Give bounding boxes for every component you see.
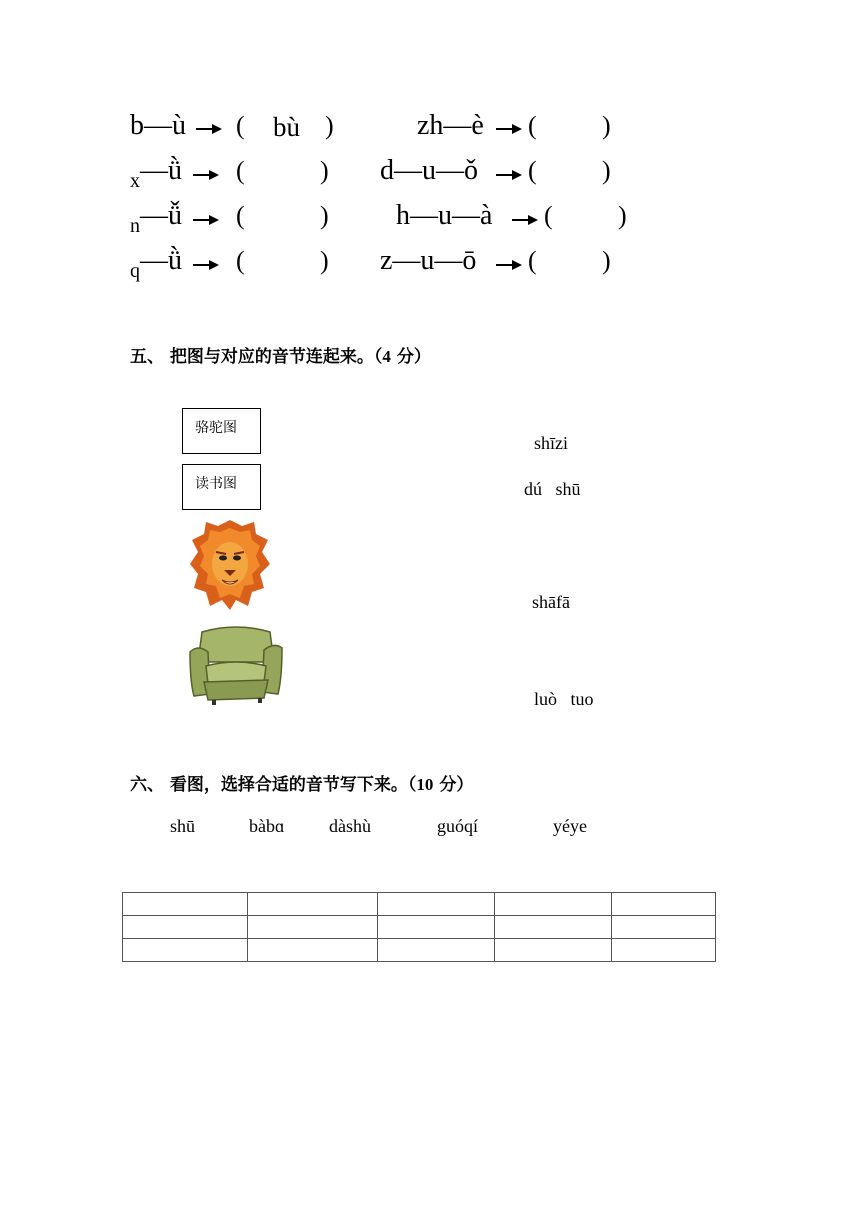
grid-cell[interactable] bbox=[378, 939, 495, 962]
reading-picture-box[interactable]: 读书图 bbox=[182, 464, 261, 510]
spelling-row-1-left bbox=[130, 110, 186, 142]
camel-picture-box[interactable]: 骆驼图 bbox=[182, 408, 261, 454]
spelling-row-3-right: h—u—à bbox=[396, 200, 493, 231]
pinyin-dushu[interactable]: dú shū bbox=[524, 479, 581, 499]
grid-cell[interactable] bbox=[123, 893, 248, 916]
arrow-icon bbox=[193, 256, 219, 274]
spelling-row-1-right: zh—è bbox=[417, 110, 484, 141]
grid-cell[interactable] bbox=[495, 916, 612, 939]
answer-grid bbox=[122, 892, 716, 962]
answer-paren-open: ( bbox=[544, 201, 553, 230]
final: —ǜ bbox=[140, 155, 182, 186]
arrow-icon bbox=[196, 120, 222, 138]
word-guoqi: guóqí bbox=[437, 816, 479, 836]
answer-paren-close: ) bbox=[618, 201, 627, 230]
word-dashu: dàshù bbox=[329, 816, 371, 836]
grid-cell[interactable] bbox=[495, 939, 612, 962]
grid-cell[interactable] bbox=[123, 916, 248, 939]
pinyin-luotuo[interactable]: luò tuo bbox=[534, 689, 594, 709]
spelling-row-4-left bbox=[130, 245, 182, 283]
sofa-image[interactable] bbox=[188, 622, 284, 711]
section-5-title: 五、 把图与对应的音节连起来。（ bbox=[130, 347, 383, 367]
answer-paren-open: ( bbox=[236, 246, 245, 275]
arrow-icon bbox=[193, 211, 219, 229]
grid-cell[interactable] bbox=[248, 916, 378, 939]
initial: q bbox=[130, 260, 140, 282]
grid-cell[interactable] bbox=[248, 939, 378, 962]
table-row bbox=[123, 893, 716, 916]
answer-paren-close: ) bbox=[320, 156, 329, 185]
table-row bbox=[123, 916, 716, 939]
word-baba: bàbɑ bbox=[249, 816, 285, 836]
grid-cell[interactable] bbox=[612, 939, 716, 962]
grid-cell[interactable] bbox=[378, 893, 495, 916]
final: —ǚ bbox=[140, 200, 182, 231]
arrow-icon bbox=[496, 120, 522, 138]
grid-cell[interactable] bbox=[495, 893, 612, 916]
section-5-title-end: 分） bbox=[396, 347, 431, 367]
grid-cell[interactable] bbox=[612, 916, 716, 939]
initial: n bbox=[130, 215, 140, 237]
answer-paren-open: ( bbox=[528, 111, 537, 140]
answer-paren-open: ( bbox=[236, 111, 245, 140]
answer-paren-close: ) bbox=[320, 201, 329, 230]
word-yeye: yéye bbox=[553, 816, 587, 836]
arrow-icon bbox=[496, 166, 522, 184]
answer-text[interactable]: bù bbox=[273, 112, 300, 142]
final: —ǜ bbox=[140, 245, 182, 276]
pinyin-shizi[interactable]: shīzi bbox=[534, 433, 568, 453]
answer-paren-open: ( bbox=[236, 156, 245, 185]
answer-paren-close: ) bbox=[602, 156, 611, 185]
answer-paren-close: ) bbox=[325, 111, 334, 140]
spelling-row-2-right: d—u—ǒ bbox=[380, 155, 478, 186]
arrow-icon bbox=[512, 211, 538, 229]
pinyin-shafa[interactable]: shāfā bbox=[532, 592, 570, 612]
lion-image[interactable] bbox=[190, 518, 270, 615]
answer-paren-open: ( bbox=[236, 201, 245, 230]
section-6-heading bbox=[130, 770, 473, 795]
grid-cell[interactable] bbox=[612, 893, 716, 916]
spelling-row-4-right: z—u—ō bbox=[380, 245, 477, 276]
table-row bbox=[123, 939, 716, 962]
section-6-title-end: 分） bbox=[439, 775, 474, 795]
arrow-icon bbox=[193, 166, 219, 184]
answer-paren-close: ) bbox=[320, 246, 329, 275]
section-5-points: 4 bbox=[382, 347, 391, 366]
word-shu: shū bbox=[170, 816, 196, 836]
section-6-title: 六、 看图，选择合适的音节写下来。（ bbox=[130, 775, 417, 795]
answer-paren-close: ) bbox=[602, 111, 611, 140]
final: —ù bbox=[144, 110, 186, 141]
answer-paren-open: ( bbox=[528, 156, 537, 185]
answer-paren-open: ( bbox=[528, 246, 537, 275]
answer-paren-close: ) bbox=[602, 246, 611, 275]
section-6-points: 10 bbox=[416, 775, 434, 794]
initial: x bbox=[130, 170, 140, 192]
section-5-heading bbox=[130, 342, 431, 367]
spelling-row-2-left bbox=[130, 155, 182, 193]
spelling-row-3-left bbox=[130, 200, 182, 238]
grid-cell[interactable] bbox=[378, 916, 495, 939]
arrow-icon bbox=[496, 256, 522, 274]
grid-cell[interactable] bbox=[248, 893, 378, 916]
grid-cell[interactable] bbox=[123, 939, 248, 962]
initial: b bbox=[130, 110, 144, 141]
